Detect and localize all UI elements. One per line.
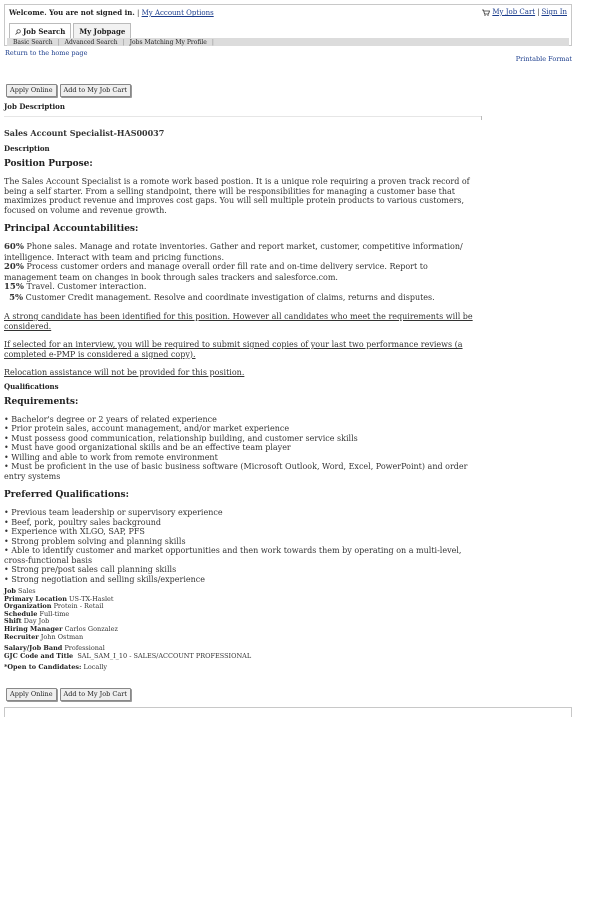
job-description-heading: Job Description (4, 102, 65, 111)
meta-value: Day Job (23, 617, 50, 626)
list-item: • Must be proficient in the use of basic business software (Microsoft Outlook, Word, Excel, PowerPoint) and order entry systems (4, 462, 468, 481)
meta-value: Protein - Retail (53, 602, 104, 611)
accountability-percent: 5% (9, 292, 24, 303)
main-tabs (9, 23, 131, 39)
tab-my-jobpage[interactable] (73, 23, 131, 39)
subnav-basic-search[interactable]: Basic Search (13, 38, 53, 46)
subnav-advanced-search[interactable]: Advanced Search (64, 38, 118, 46)
subnav-jobs-matching-profile[interactable]: Jobs Matching My Profile (129, 38, 207, 46)
accountability-item (4, 293, 476, 304)
accountability-text: Phone sales. Manage and rotate inventories. Gather and report market, customer, competitive information/ intelligence. Interact with team and pricing functions. (4, 242, 463, 262)
subnav-separator: | (211, 38, 214, 46)
accountability-item (4, 262, 476, 282)
position-purpose-text: The Sales Account Specialist is a romote work based postion. It is a unique role requiring a proven track record of being a self starter. From a selling standpoint, there will be responsibilities for managing a customer base that maximizes product revenue and improves cost gaps. You will sell multiple protein products to various customers, focused on volume and revenue growth. (4, 177, 470, 215)
tab-label: Job Search (23, 27, 66, 36)
tab-label: My Jobpage (79, 27, 126, 36)
list-item: • Previous team leadership or supervisory experience (4, 508, 223, 517)
meta-label: Primary Location (4, 594, 67, 603)
meta-label: Salary/Job Band (4, 644, 63, 653)
meta-value: Professional (64, 644, 105, 653)
job-content (4, 128, 476, 672)
list-item: • Beef, pork, poultry sales background (4, 517, 162, 527)
meta-value: US-TX-Haslet (69, 594, 114, 603)
meta-row (4, 664, 476, 672)
accountability-text: Process customer orders and manage overall order fill rate and on-time delivery service. Report to management team on changes in book through sales trackers and salesforce.com. (4, 262, 428, 282)
accountability-text: Travel. Customer interaction. (26, 282, 147, 291)
list-item: • Experience with XLGO, SAP, PFS (4, 527, 145, 536)
qualifications-label: Qualifications (4, 381, 59, 391)
sub-navigation (7, 38, 569, 46)
accountabilities-heading: Principal Accountabilities: (4, 224, 139, 234)
accountability-percent: 15% (4, 282, 24, 292)
candidate-note: A strong candidate has been identified for this position. However all candidates who meet the requirements will be considered. (4, 312, 473, 331)
accountability-percent: 20% (4, 262, 24, 272)
footer-bar (4, 707, 572, 717)
meta-label: Shift (4, 617, 22, 626)
search-icon (15, 29, 21, 35)
list-item: • Prior protein sales, account management, and/or market experience (4, 424, 290, 433)
meta-value: John Ostman (40, 632, 84, 641)
accountability-item (4, 242, 476, 262)
list-item: • Must have good organizational skills and be an effective team player (4, 443, 291, 452)
list-item: • Strong problem solving and planning skills (4, 536, 186, 546)
add-to-job-cart-button[interactable]: Add to My Job Cart (60, 688, 131, 701)
meta-value: SAL_SAM_I_10 - SALES/ACCOUNT PROFESSIONAL (77, 651, 252, 660)
interview-note: If selected for an interview, you will be required to submit signed copies of your last two performance reviews (a completed e-PMP is considered a signed copy). (4, 340, 463, 359)
apply-online-button[interactable]: Apply Online (6, 84, 57, 97)
list-item: • Willing and able to work from remote environment (4, 452, 218, 462)
relocation-note: Relocation assistance will not be provided for this position. (4, 368, 245, 377)
account-options-link[interactable]: My Account Options (141, 9, 214, 17)
accountability-item (4, 282, 476, 293)
meta-value: Full-time (39, 609, 70, 618)
meta-label: GJC Code and Title (4, 651, 74, 660)
meta-value: Locally (83, 663, 108, 672)
add-to-job-cart-button[interactable]: Add to My Job Cart (60, 84, 131, 97)
preferred-heading: Preferred Qualifications: (4, 490, 129, 500)
printable-format-link[interactable]: Printable Format (515, 55, 572, 63)
list-item: • Strong pre/post sales call planning skills (4, 565, 177, 574)
tab-job-search[interactable] (9, 23, 71, 39)
list-item: • Able to identify customer and market opportunities and then work towards them by operating on a multi-level, cross-functional basis (4, 546, 462, 565)
welcome-text: Welcome. You are not signed in. (9, 8, 135, 17)
meta-row (4, 611, 476, 619)
subnav-separator: | (122, 38, 125, 46)
meta-row (4, 603, 476, 611)
description-label: Description (4, 144, 50, 153)
list-item: • Must possess good communication, relationship building, and customer service skills (4, 433, 358, 443)
meta-label: Recruiter (4, 632, 39, 641)
meta-label: Hiring Manager (4, 624, 63, 633)
meta-value: Carlos Gonzalez (64, 624, 118, 633)
preferred-list (4, 508, 476, 584)
job-meta (4, 588, 476, 672)
welcome-bar (9, 8, 214, 17)
page-header (4, 4, 572, 46)
meta-row (4, 634, 476, 642)
home-page-link[interactable]: Return to the home page (5, 49, 88, 57)
accountability-percent: 60% (4, 242, 24, 252)
separator: | (537, 8, 540, 16)
meta-value: Sales (18, 587, 36, 595)
requirements-list (4, 415, 476, 482)
separator: | (137, 9, 140, 17)
list-item: • Bachelor's degree or 2 years of related experience (4, 414, 217, 424)
meta-label: Organization (4, 602, 52, 611)
divider (4, 116, 482, 117)
position-purpose-heading: Position Purpose: (4, 159, 93, 169)
job-title: Sales Account Specialist-HAS00037 (4, 128, 165, 138)
meta-label: Schedule (4, 609, 38, 618)
cart-icon[interactable] (482, 9, 490, 16)
meta-label: *Open to Candidates: (4, 663, 82, 672)
bottom-button-row (6, 688, 131, 701)
subnav-separator: | (57, 38, 60, 46)
my-job-cart-link[interactable]: My Job Cart (492, 8, 536, 16)
top-right-links (482, 8, 567, 16)
apply-online-button[interactable]: Apply Online (6, 688, 57, 701)
meta-row (4, 653, 476, 661)
sign-in-link[interactable]: Sign In (541, 8, 567, 16)
list-item: • Strong negotiation and selling skills/experience (4, 574, 205, 584)
top-button-row (6, 84, 131, 97)
requirements-heading: Requirements: (4, 396, 79, 407)
meta-label: Job (4, 587, 16, 595)
accountability-text: Customer Credit management. Resolve and coordinate investigation of claims, returns and disputes. (25, 292, 435, 302)
